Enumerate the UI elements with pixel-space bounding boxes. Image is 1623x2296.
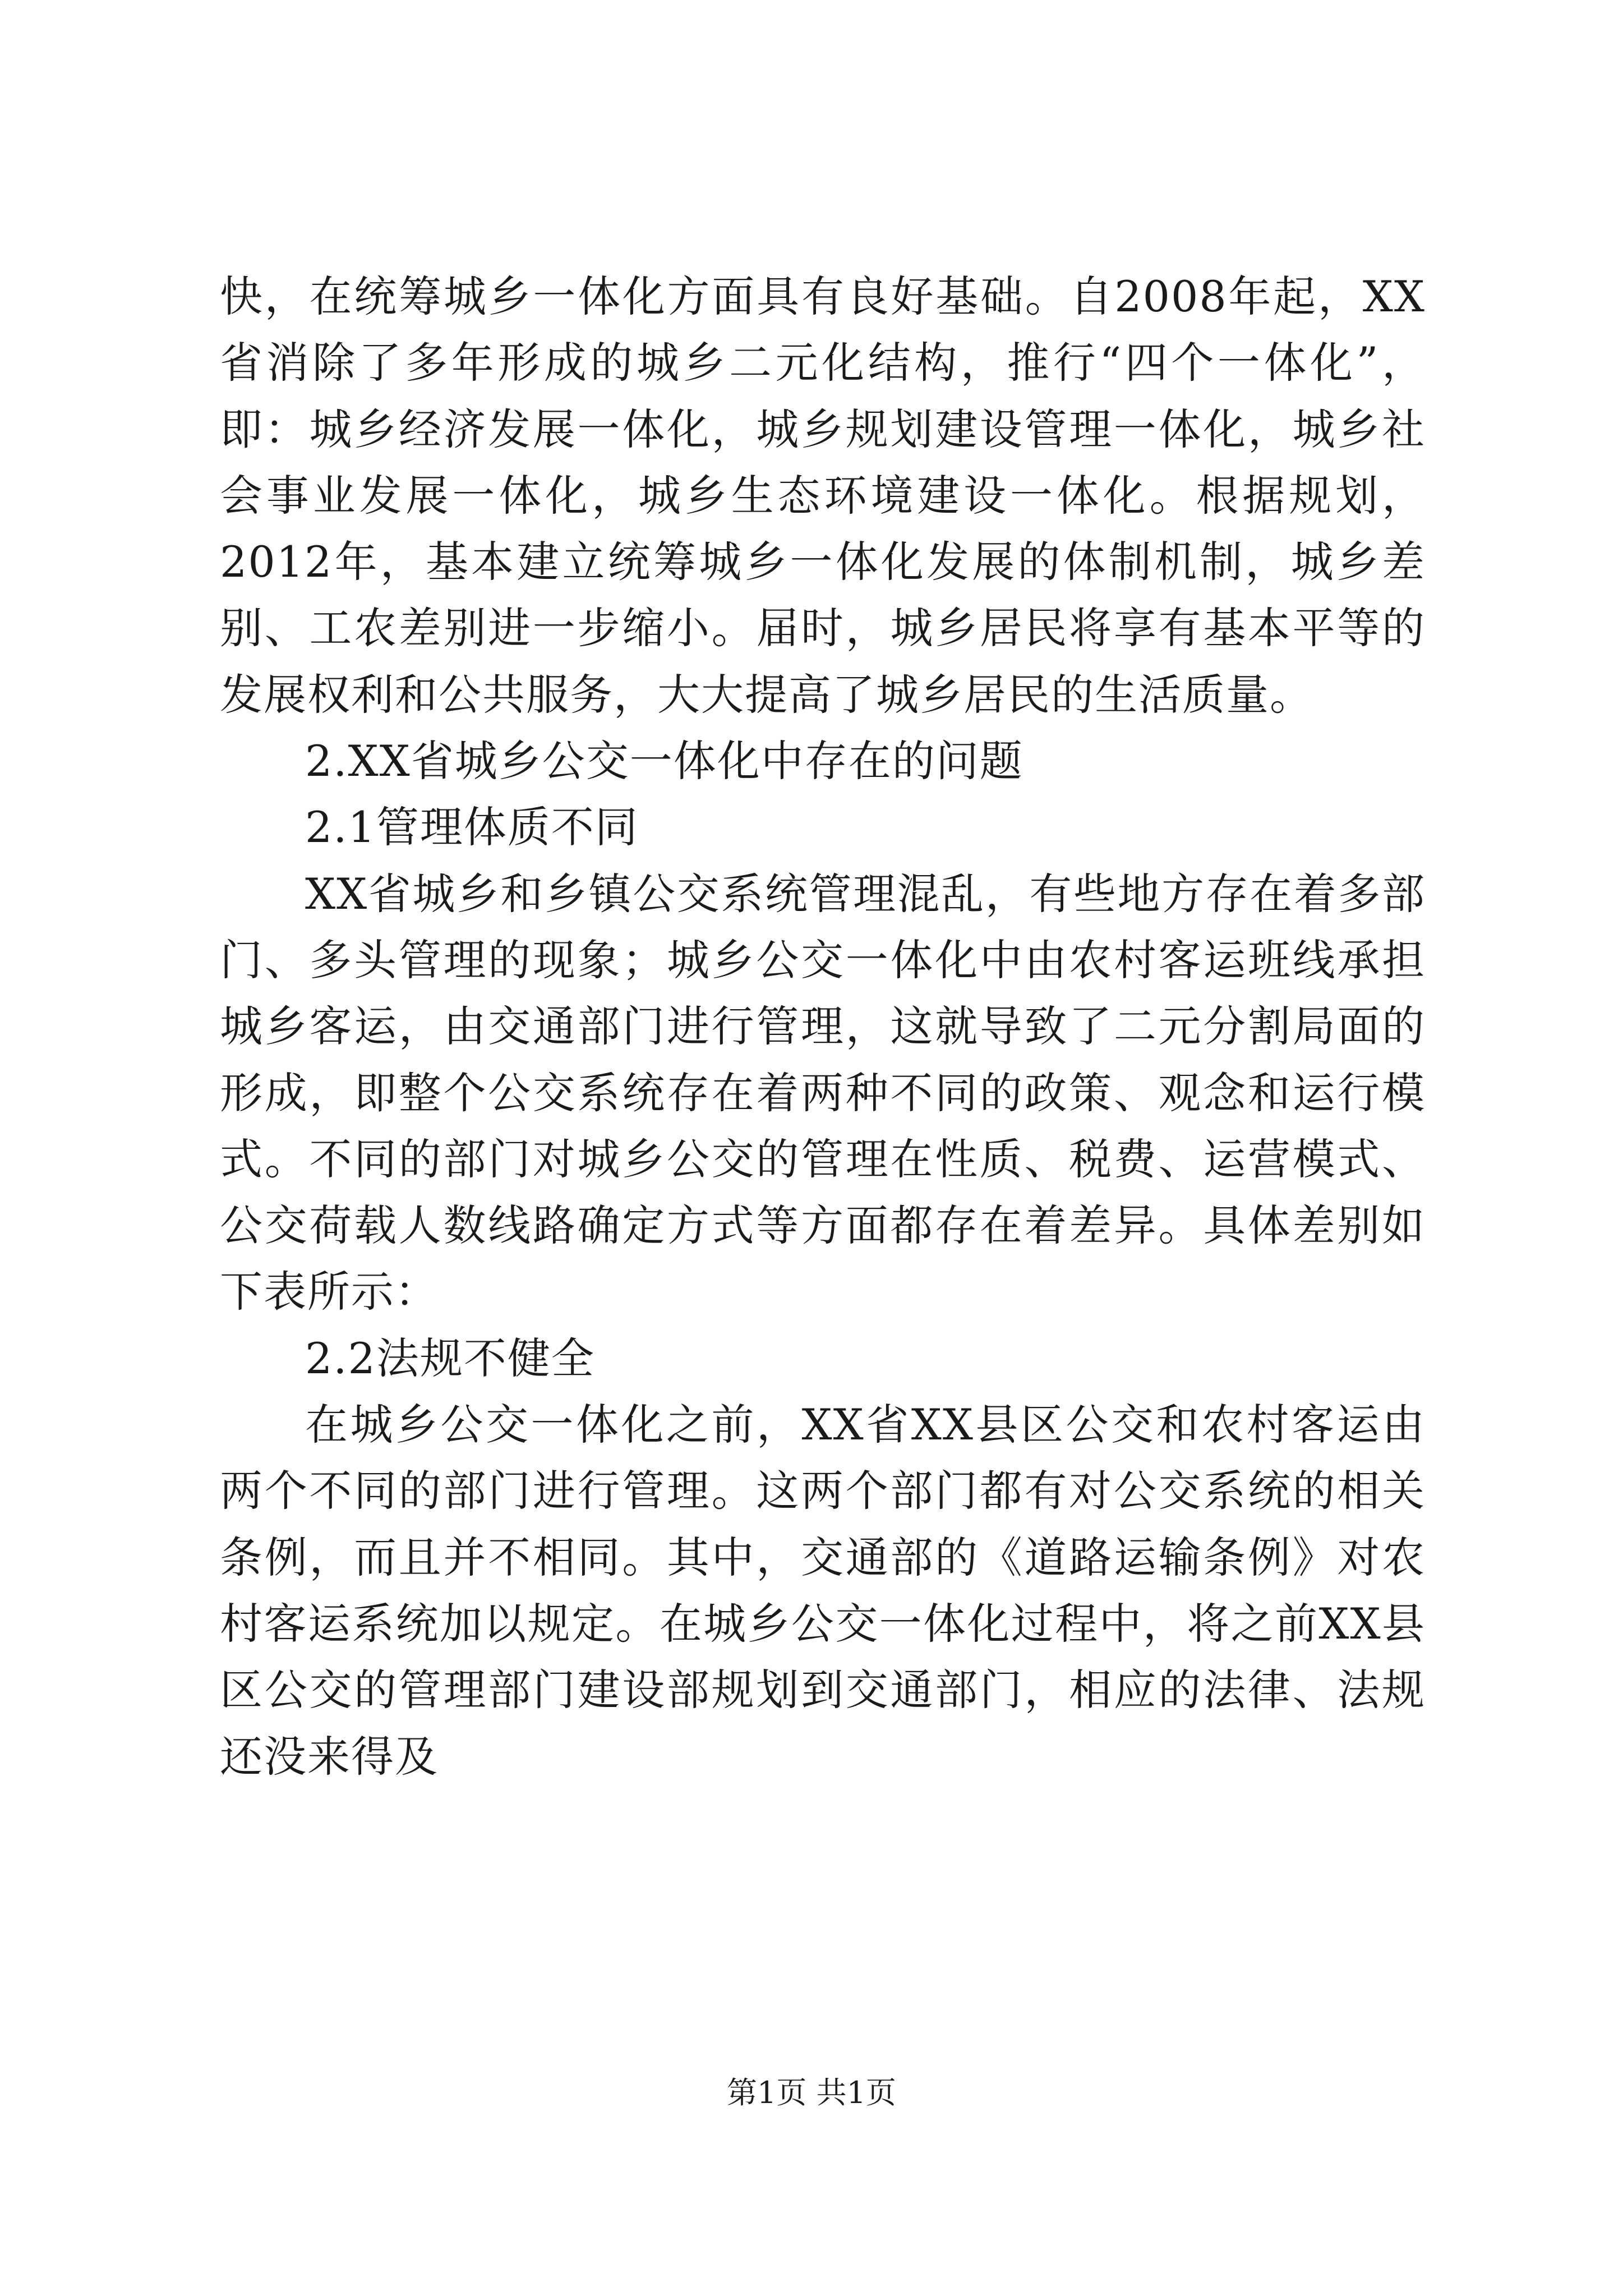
document-body — [220, 264, 1426, 1790]
section-heading-2: 2.XX省城乡公交一体化中存在的问题 — [305, 736, 1023, 786]
paragraph-2-2: 在城乡公交一体化之前，XX省XX县区公交和农村客运由两个不同的部门进行管理。这两个部门都有对公交系统的相关条例，而且并不相同。其中，交通部的《道路运输条例》对农村客运系统加以规定。在城乡公交一体化过程中，将之前XX县区公交的管理部门建设部规划到交通部门，相应的法律、法规还没来得及 — [220, 1400, 1426, 1782]
paragraph-intro-continued: 快，在统筹城乡一体化方面具有良好基础。自2008年起，XX省消除了多年形成的城乡二元化结构，推行“四个一体化”，即：城乡经济发展一体化，城乡规划建设管理一体化，城乡社会事业发展一体化，城乡生态环境建设一体化。根据规划，2012年，基本建立统筹城乡一体化发展的体制机制，城乡差别、工农差别进一步缩小。届时，城乡居民将享有基本平等的发展权利和公共服务，大大提高了城乡居民的生活质量。 — [220, 272, 1426, 720]
paragraph-2-1: XX省城乡和乡镇公交系统管理混乱，有些地方存在着多部门、多头管理的现象；城乡公交一体化中由农村客运班线承担城乡客运，由交通部门进行管理，这就导致了二元分割局面的形成，即整个公交系统存在着两种不同的政策、观念和运行模式。不同的部门对城乡公交的管理在性质、税费、运营模式、公交荷载人数线路确定方式等方面都存在着差异。具体差别如下表所示： — [220, 868, 1426, 1317]
section-heading-2-1: 2.1管理体质不同 — [305, 802, 639, 853]
page-footer: 第1页 共1页 — [727, 2075, 896, 2110]
section-heading-2-2: 2.2法规不健全 — [305, 1333, 595, 1383]
